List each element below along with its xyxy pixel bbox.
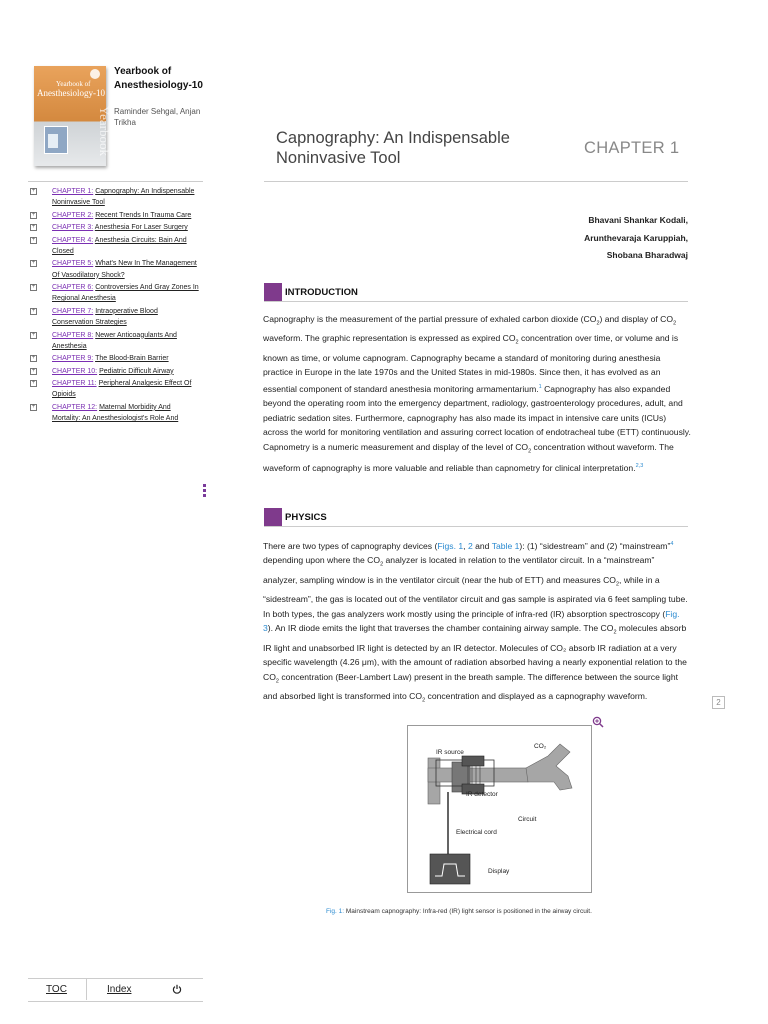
- section-marker: [264, 283, 282, 301]
- toc-item[interactable]: [30, 378, 200, 400]
- book-cover-image: [34, 66, 112, 166]
- tab-toc[interactable]: TOC: [46, 984, 67, 995]
- figure-caption-text: Mainstream capnography: Infra-red (IR) light sensor is positioned in the airway circuit.: [344, 908, 592, 915]
- toc-chapter-label[interactable]: CHAPTER 10:: [52, 367, 98, 375]
- toc-chapter-label[interactable]: CHAPTER 12:: [52, 403, 98, 411]
- ir-source-block: [462, 756, 484, 766]
- label-circuit: Circuit: [518, 816, 537, 823]
- expand-icon[interactable]: +: [31, 331, 36, 338]
- expand-icon[interactable]: +: [31, 224, 36, 231]
- toc-item[interactable]: [30, 258, 200, 280]
- expand-icon[interactable]: +: [31, 380, 36, 387]
- author-3: Shobana Bharadwaj: [606, 250, 688, 260]
- toc-chapter-title[interactable]: Recent Trends In Trauma Care: [95, 211, 192, 219]
- figure-link[interactable]: 2: [467, 540, 473, 551]
- toc-item[interactable]: [30, 402, 200, 424]
- table-of-contents: [30, 186, 200, 423]
- toc-chapter-label[interactable]: CHAPTER 11:: [52, 380, 97, 388]
- bottom-nav: [28, 978, 203, 1002]
- label-co2: CO₂: [534, 743, 547, 750]
- author-1: Bhavani Shankar Kodali,: [588, 215, 688, 225]
- toc-item[interactable]: [30, 210, 200, 221]
- cover-title-line1: Yearbook of: [56, 80, 91, 88]
- toc-chapter-title[interactable]: Intraoperative Blood Conservation Strategies: [52, 307, 158, 327]
- figure-link[interactable]: Figs. 1: [437, 540, 464, 551]
- toc-chapter-label[interactable]: CHAPTER 4:: [52, 236, 94, 244]
- section-heading-label: PHYSICS: [285, 512, 327, 523]
- book-title: Yearbook of Anesthesiology-10: [114, 66, 203, 91]
- toc-chapter-title[interactable]: Anesthesia For Laser Surgery: [94, 224, 188, 232]
- toc-item[interactable]: [30, 366, 200, 377]
- y-connector: [526, 744, 572, 790]
- toc-chapter-label[interactable]: CHAPTER 3:: [52, 224, 94, 232]
- page-number: 2: [712, 696, 725, 709]
- expand-icon[interactable]: +: [31, 367, 36, 374]
- more-options-icon[interactable]: [203, 484, 206, 499]
- expand-icon[interactable]: +: [31, 403, 36, 410]
- figure-caption: [326, 908, 656, 915]
- section-heading-label: INTRODUCTION: [285, 287, 358, 298]
- toc-chapter-label[interactable]: CHAPTER 1:: [52, 188, 94, 195]
- toc-item[interactable]: [30, 235, 200, 257]
- toc-item[interactable]: [30, 186, 200, 208]
- citation-link[interactable]: 1: [538, 383, 542, 390]
- toc-chapter-title[interactable]: Controversies And Gray Zones In Regional Anesthesia: [52, 284, 199, 303]
- toc-chapter-title[interactable]: Newer Anticoagulants And Anesthesia: [52, 331, 177, 350]
- citation-link[interactable]: 4: [670, 541, 674, 547]
- physics-paragraph: There are two types of capnography devices (Figs. 1, 2 and Table 1): (1) “sidestream” and (2) “mainstream”$^4$ depending upon where the $CO_2$ analyzer is located in relation to the ventilator circuit. In a “mainstream” analyzer, sampling window is in the ventilator circuit (near the hub of ETT) and measures $CO_2$, while in a “sidestream”, the gas is located out of the ventilator circuit and gas sample is aspirated via 6 feet sampling tube. In both types, the gas analyzers work mostly using the principle of infra-red (IR) absorption spectroscopy (Fig. 3). An IR diode emits the light that traverses the chamber containing airway sample. The $CO_2$ molecules absorb IR light and unabsorbed IR light is detected by an IR detector. Molecules of CO₂ absorb IR radiation at a very specific wavelength (4.26 μm), with the amount of radiation absorbed having a nearly exponential relation to the $CO_2$ concentration (Beer-Lambert Law) present in the breath sample. The difference between the source light and absorbed light is transformed into $CO_2$ concentration and displayed as a capnography waveform.: [263, 540, 688, 704]
- toc-chapter-label[interactable]: CHAPTER 6:: [52, 284, 94, 292]
- citation-link[interactable]: 2,3: [635, 463, 644, 470]
- toc-chapter-title[interactable]: Capnography: An Indispensable Noninvasive Tool: [52, 188, 195, 207]
- expand-icon[interactable]: +: [31, 355, 36, 362]
- toc-chapter-title[interactable]: Anesthesia Circuits: Bain And Closed: [52, 236, 187, 255]
- book-authors: Raminder Sehgal, Anjan Trikha: [114, 107, 201, 127]
- toc-item[interactable]: [30, 330, 200, 352]
- toc-chapter-title[interactable]: Pediatric Difficult Airway: [99, 367, 174, 375]
- toc-chapter-label[interactable]: CHAPTER 9:: [52, 355, 94, 363]
- section-heading-physics: [264, 508, 688, 527]
- toc-item[interactable]: [30, 306, 200, 328]
- toc-chapter-title[interactable]: The Blood-Brain Barrier: [95, 355, 169, 363]
- section-heading-introduction: [264, 283, 688, 302]
- figure-caption-label[interactable]: Fig. 1:: [326, 908, 345, 915]
- toc-chapter-title[interactable]: Maternal Morbidity And Mortality: An Anesthesiologist's Role And: [52, 403, 179, 423]
- label-ir-detector: IR detector: [466, 791, 498, 798]
- expand-icon[interactable]: +: [31, 307, 36, 314]
- tab-index[interactable]: Index: [107, 984, 132, 995]
- figure-mainstream-capnography[interactable]: [407, 725, 592, 893]
- introduction-paragraph: Capnography is the measurement of the partial pressure of exhaled carbon dioxide $(CO_2)$ and display of $CO_2$ waveform. The graphic representation is expressed as expired $CO_2$ concentration over time, or volume and is known as time, or volume capnogram. Capnography became a standard of monitoring during anesthesia practice in Europe in the late 1970s and the United States in mid-1980s. Since then, it has evolved as an essential component of standard anesthesia monitoring armamentarium.$^1$ Capnography has also expanded beyond the operating room into the emergency department, radiology, gastroenterology procedures, adult, and pediatric sedation sites. Furthermore, capnography has also made its impact in intensive care units (ICUs) across the world for monitoring ventilation and assuring correct location of endotracheal tube (ETT) continuously. Capnometry is a numeric measurement and display of the level of $CO_2$ concentration without waveform. The waveform of capnography is more valuable and reliable than capnometry for clinical interpretation.$^{2,3}$: [263, 314, 691, 474]
- zoom-in-icon[interactable]: [592, 716, 604, 728]
- chapter-title: Capnography: An Indispensable Noninvasive Tool: [276, 129, 510, 167]
- toc-chapter-title[interactable]: What's New In The Management Of Vasodilatory Shock?: [52, 260, 197, 279]
- expand-icon[interactable]: +: [31, 188, 36, 194]
- toc-chapter-title[interactable]: Peripheral Analgesic Effect Of Opioids: [52, 380, 192, 399]
- title-divider: [264, 181, 688, 182]
- expand-icon[interactable]: +: [31, 211, 36, 218]
- toc-chapter-label[interactable]: CHAPTER 7:: [52, 307, 94, 315]
- table-link[interactable]: Table 1: [491, 540, 520, 551]
- toc-item[interactable]: [30, 282, 200, 304]
- figure-link[interactable]: Fig. 3: [263, 608, 680, 634]
- author-2: Arunthevaraja Karuppiah,: [584, 233, 688, 243]
- section-marker: [264, 508, 282, 526]
- toc-chapter-label[interactable]: CHAPTER 8:: [52, 331, 94, 339]
- label-display: Display: [488, 868, 510, 875]
- expand-icon[interactable]: +: [31, 260, 36, 267]
- label-electrical-cord: Electrical cord: [456, 829, 497, 836]
- toc-item[interactable]: [30, 353, 200, 364]
- cover-badge: [90, 69, 100, 79]
- power-icon[interactable]: [172, 984, 182, 994]
- toc-chapter-label[interactable]: CHAPTER 5:: [52, 260, 94, 268]
- toc-divider: [28, 181, 203, 182]
- cover-spine-text: Yearbook: [97, 106, 112, 156]
- expand-icon[interactable]: +: [31, 236, 36, 243]
- display-monitor: [430, 854, 470, 884]
- cover-title-line2: Anesthesiology-10: [37, 88, 105, 98]
- capnography-diagram: [408, 726, 591, 892]
- toc-chapter-label[interactable]: CHAPTER 2:: [52, 211, 94, 219]
- label-ir-source: IR source: [436, 749, 464, 756]
- tube-horizontal: [428, 768, 528, 782]
- toc-item[interactable]: [30, 222, 200, 233]
- cover-illustration-inner: [48, 134, 58, 148]
- chapter-number: CHAPTER 1: [584, 139, 680, 157]
- expand-icon[interactable]: +: [31, 284, 36, 291]
